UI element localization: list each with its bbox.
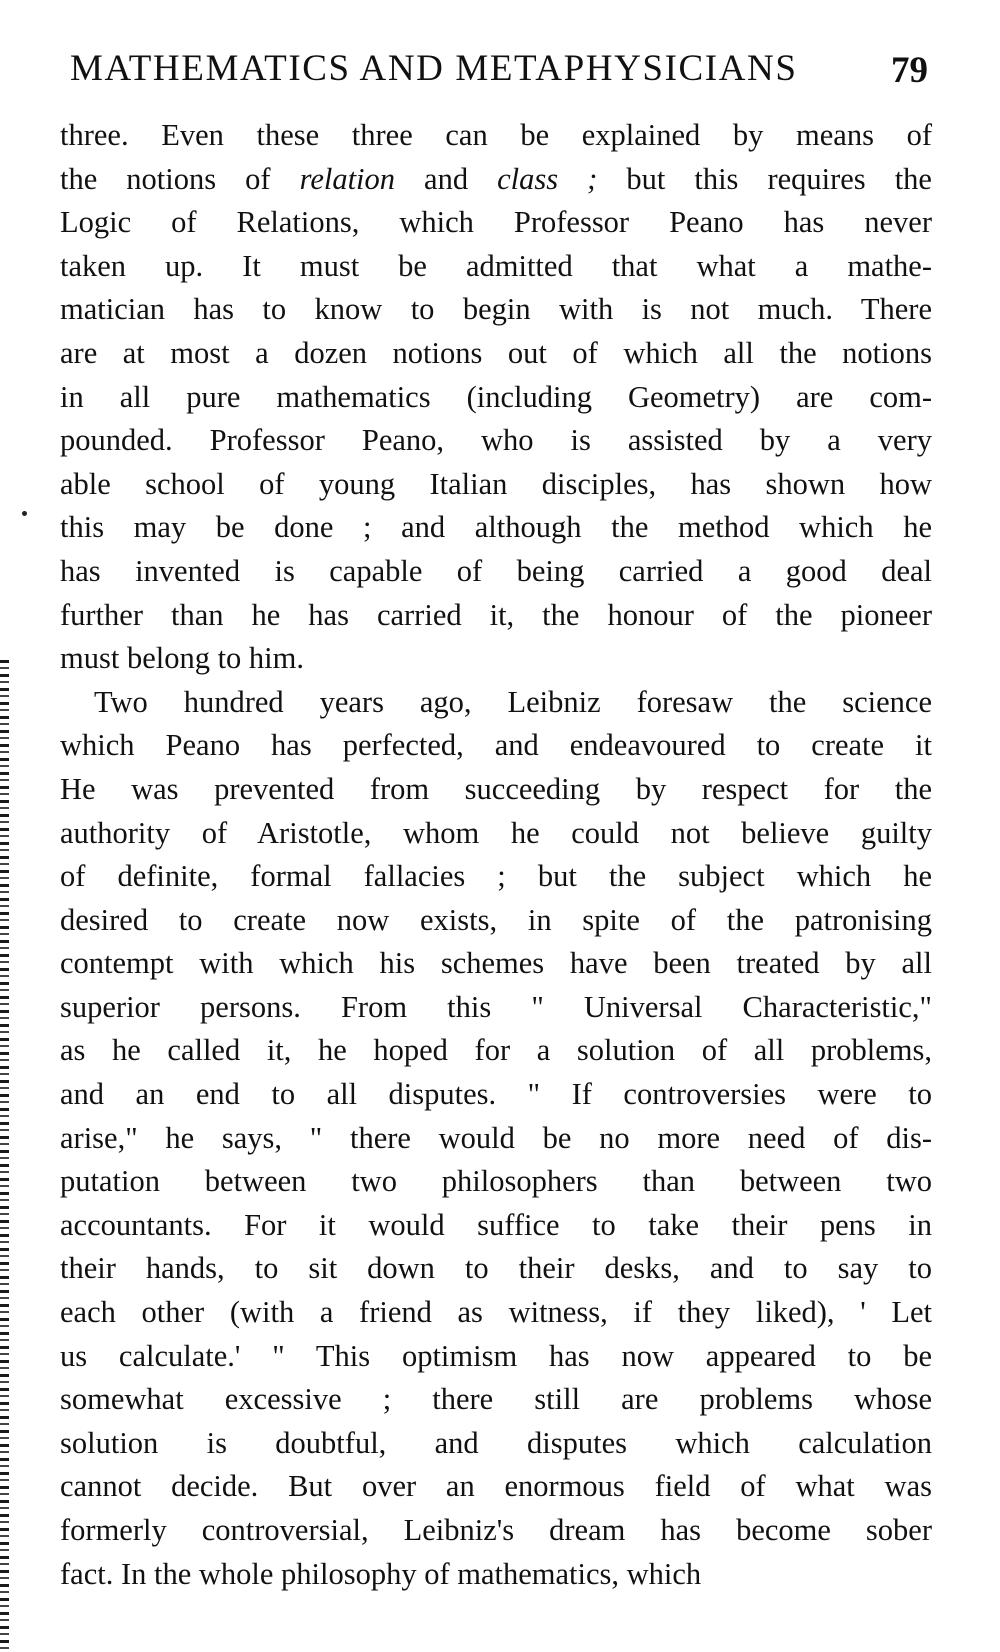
italic-term: relation	[299, 161, 396, 196]
text-line: superior persons. From this " Universal Characteristic,"	[60, 989, 932, 1024]
text-line: arise," he says, " there would be no more need of dis-	[60, 1120, 932, 1155]
text-line: must belong to him.	[60, 641, 304, 676]
text-line: accountants. For it would suffice to take their pens in	[60, 1207, 932, 1242]
text-line: their hands, to sit down to their desks, and to say to	[60, 1251, 932, 1286]
text-line: somewhat excessive ; there still are problems whose	[60, 1382, 932, 1417]
text-line: are at most a dozen notions out of which all the notions	[60, 335, 932, 370]
text-line: cannot decide. But over an enormous field of what was	[60, 1469, 932, 1504]
running-title: MATHEMATICS AND METAPHYSICIANS	[70, 48, 798, 89]
text-line: the notions of relation and class ; but this requires the	[60, 161, 932, 196]
text-line: solution is doubtful, and disputes which calculation	[60, 1425, 932, 1460]
text-line: contempt with which his schemes have been treated by all	[60, 946, 932, 981]
text-line: three. Even these three can be explained by means of	[60, 118, 932, 152]
text-line: pounded. Professor Peano, who is assisted by a very	[60, 423, 932, 458]
text-line: Two hundred years ago, Leibniz foresaw the science	[94, 684, 932, 719]
text-line: this may be done ; and although the method which he	[60, 510, 932, 545]
text-line: has invented is capable of being carried a good deal	[60, 553, 932, 588]
page-number: 79	[891, 50, 928, 91]
text-line: He was prevented from succeeding by respect for the	[60, 771, 932, 806]
text-line: taken up. It must be admitted that what a mathe-	[60, 248, 932, 283]
body-text	[60, 114, 932, 1596]
text-line: matician has to know to begin with is not much. There	[60, 292, 932, 327]
text-line: and an end to all disputes. " If controversies were to	[60, 1077, 932, 1112]
text-line: of definite, formal fallacies ; but the subject which he	[60, 859, 932, 894]
text-line: which Peano has perfected, and endeavoured to create it	[60, 728, 932, 763]
text-line: further than he has carried it, the honour of the pioneer	[60, 597, 932, 632]
text-line: able school of young Italian disciples, has shown how	[60, 466, 932, 501]
text-line: Logic of Relations, which Professor Peano has never	[60, 205, 932, 240]
text-line: as he called it, he hoped for a solution of all problems,	[60, 1033, 932, 1068]
text-line: each other (with a friend as witness, if they liked), ' Let	[60, 1295, 932, 1330]
running-header	[70, 44, 930, 94]
text-line: desired to create now exists, in spite of the patronising	[60, 902, 932, 937]
binding-edge-scan-artifact	[0, 660, 9, 1652]
text-line: authority of Aristotle, whom he could not believe guilty	[60, 815, 932, 850]
text-line: formerly controversial, Leibniz's dream has become sober	[60, 1513, 932, 1547]
text-line: fact. In the whole philosophy of mathematics, which	[60, 1556, 702, 1591]
text-line: us calculate.' " This optimism has now appeared to be	[60, 1338, 932, 1373]
text-line: putation between two philosophers than between two	[60, 1164, 932, 1199]
margin-dot-mark	[22, 511, 27, 516]
italic-term: class ;	[497, 161, 598, 196]
text-line: in all pure mathematics (including Geometry) are com-	[60, 379, 932, 414]
